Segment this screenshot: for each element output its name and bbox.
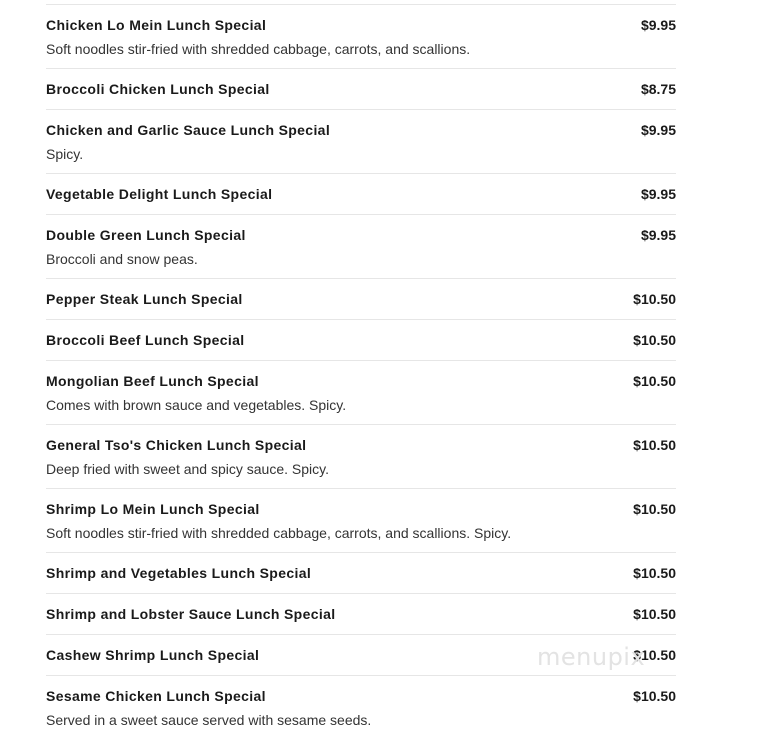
menu-item-header xyxy=(46,373,676,389)
menu-item-description: Broccoli and snow peas. xyxy=(46,251,198,267)
menu-item xyxy=(46,279,676,320)
menu-item-name: Sesame Chicken Lunch Special xyxy=(46,688,266,704)
menu-item-price: $10.50 xyxy=(633,606,676,622)
watermark-logo: menupix xyxy=(537,643,646,671)
menu-item-header xyxy=(46,291,676,307)
menu-item-price: $10.50 xyxy=(633,291,676,307)
menu-item-header xyxy=(46,17,676,33)
menu-item-description: Comes with brown sauce and vegetables. Spicy. xyxy=(46,397,347,413)
menu-item-price: $10.50 xyxy=(633,501,676,517)
menu-item-name: Double Green Lunch Special xyxy=(46,227,246,243)
menu-item-name: Mongolian Beef Lunch Special xyxy=(46,373,259,389)
menu-item xyxy=(46,110,676,174)
menu-item-header xyxy=(46,332,676,348)
menu-item xyxy=(46,553,676,594)
menu-item-name: Shrimp and Vegetables Lunch Special xyxy=(46,565,312,581)
menu-item-name: Vegetable Delight Lunch Special xyxy=(46,186,273,202)
menu-item-name: Chicken Lo Mein Lunch Special xyxy=(46,17,267,33)
menu-item-header xyxy=(46,81,676,97)
menu-item-header xyxy=(46,565,676,581)
menu-item-price: $10.50 xyxy=(633,565,676,581)
menu-item-price: $10.50 xyxy=(633,688,676,704)
menu-item-header xyxy=(46,227,676,243)
menu-item-name: Shrimp and Lobster Sauce Lunch Special xyxy=(46,606,336,622)
menu-item-description: Soft noodles stir-fried with shredded cabbage, carrots, and scallions. Spicy. xyxy=(46,525,512,541)
menu-item-name: Cashew Shrimp Lunch Special xyxy=(46,647,260,663)
menu-item-price: $10.50 xyxy=(633,647,676,663)
menu-item-header xyxy=(46,606,676,622)
menu-item-header xyxy=(46,186,676,202)
menu-item-price: $8.75 xyxy=(640,81,676,97)
menu-item xyxy=(46,361,676,425)
menu-item-price: $9.95 xyxy=(640,122,676,138)
menu-item-price: $10.50 xyxy=(633,332,676,348)
menu-item xyxy=(46,489,676,553)
menu-item-header xyxy=(46,647,676,663)
menu-item xyxy=(46,5,676,69)
menu-item-header xyxy=(46,122,676,138)
menu-item-price: $9.95 xyxy=(640,186,676,202)
menu-item-price: $9.95 xyxy=(640,17,676,33)
menu-item-name: General Tso's Chicken Lunch Special xyxy=(46,437,307,453)
menu-item-name: Chicken and Garlic Sauce Lunch Special xyxy=(46,122,331,138)
menu-item-header xyxy=(46,437,676,453)
menu-item xyxy=(46,594,676,635)
menu-item xyxy=(46,635,676,676)
menu-item-header xyxy=(46,501,676,517)
menu-item-price: $10.50 xyxy=(633,437,676,453)
menu-item xyxy=(46,69,676,110)
menu-item-name: Pepper Steak Lunch Special xyxy=(46,291,243,307)
menu-item-price: $9.95 xyxy=(640,227,676,243)
menu-item xyxy=(46,425,676,489)
menu-item-name: Broccoli Chicken Lunch Special xyxy=(46,81,270,97)
menu-item-description: Deep fried with sweet and spicy sauce. Spicy. xyxy=(46,461,329,477)
menu-item xyxy=(46,676,676,740)
menu-item xyxy=(46,174,676,215)
menu-item-name: Shrimp Lo Mein Lunch Special xyxy=(46,501,260,517)
menu-list xyxy=(46,4,676,740)
menu-item xyxy=(46,320,676,361)
menu-item xyxy=(46,215,676,279)
menu-item-name: Broccoli Beef Lunch Special xyxy=(46,332,245,348)
menu-item-description: Spicy. xyxy=(46,146,84,162)
menu-item-header xyxy=(46,688,676,704)
menu-item-price: $10.50 xyxy=(633,373,676,389)
menu-item-description: Soft noodles stir-fried with shredded cabbage, carrots, and scallions. xyxy=(46,41,471,57)
menu-item-description: Served in a sweet sauce served with sesame seeds. xyxy=(46,712,372,728)
